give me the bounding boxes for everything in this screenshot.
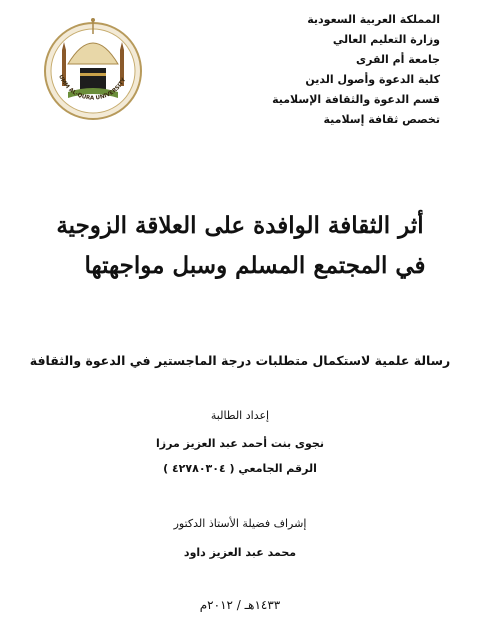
- department-line: قسم الدعوة والثقافة الإسلامية: [272, 93, 440, 106]
- supervisor-label: إشراف فضيلة الأستاذ الدكتور: [173, 517, 307, 530]
- prepared-by-label: إعداد الطالبة: [210, 409, 270, 422]
- title-line-2: في المجتمع المسلم وسبل مواجهتها: [84, 252, 426, 279]
- country-line: المملكة العربية السعودية: [307, 13, 440, 26]
- institution-header: [230, 10, 440, 130]
- college-line: كلية الدعوة وأصول الدين: [305, 73, 440, 86]
- specialization-line: تخصص ثقافة إسلامية: [323, 113, 440, 126]
- student-id: الرقم الجامعي ( ٤٢٧٨٠٣٠٤ ): [163, 462, 317, 475]
- university-logo-icon: [38, 14, 148, 124]
- degree-statement: رسالة علمية لاستكمال متطلبات درجة الماجستير في الدعوة والثقافة: [29, 353, 451, 368]
- supervisor-name: محمد عبد العزيز داود: [183, 546, 297, 559]
- ministry-line: وزارة التعليم العالي: [332, 33, 440, 46]
- logo-text: UMM AL-QURA UNIVERSITY: [57, 74, 128, 102]
- thesis-title: [0, 206, 480, 286]
- university-line: جامعة أم القرى: [356, 53, 440, 66]
- title-line-1: أثر الثقافة الوافدة على العلاقة الزوجية: [56, 212, 424, 239]
- date-line: ١٤٣٣هـ / ٢٠١٢م: [199, 598, 281, 612]
- student-name: نجوى بنت أحمد عبد العزيز مرزا: [156, 437, 324, 450]
